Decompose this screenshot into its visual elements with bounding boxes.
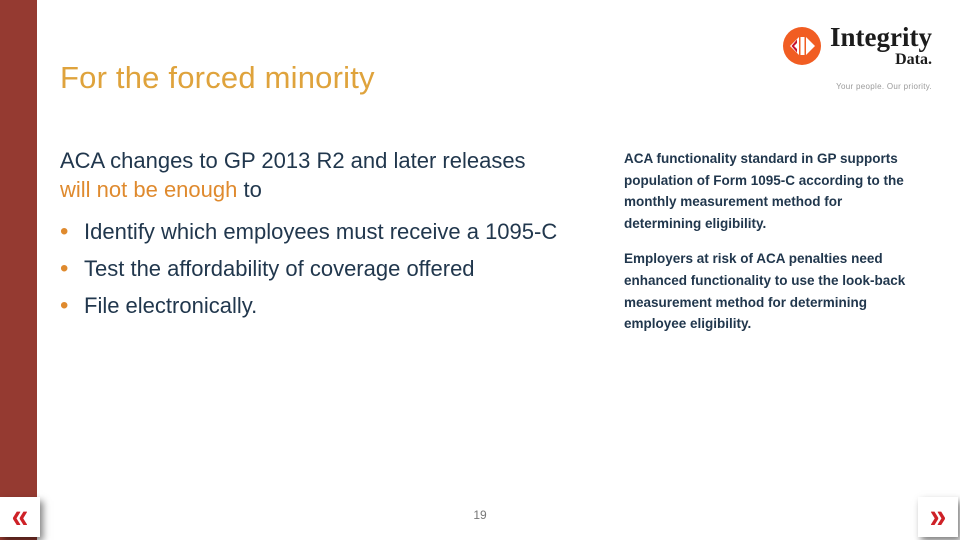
logo-brand-bottom: Data. bbox=[895, 51, 932, 68]
next-slide-button[interactable] bbox=[918, 497, 958, 537]
intro-text-pre: ACA changes to GP 2013 R2 and later releases bbox=[60, 148, 526, 173]
list-item bbox=[60, 292, 560, 320]
side-note-paragraph: Employers at risk of ACA penalties need enhanced functionality to use the look-back measurement method for determining employee eligibility. bbox=[624, 251, 906, 332]
previous-slide-button[interactable] bbox=[0, 497, 40, 537]
bullet-icon: • bbox=[60, 292, 69, 320]
logo-wordmark bbox=[830, 24, 932, 69]
left-accent-bar bbox=[0, 0, 37, 540]
page-title: For the forced minority bbox=[60, 60, 375, 95]
bullet-icon: • bbox=[60, 218, 69, 245]
list-item bbox=[60, 218, 560, 246]
bullet-text: Test the affordability of coverage offered bbox=[84, 256, 475, 282]
intro-paragraph bbox=[60, 146, 555, 204]
side-note-paragraph: ACA functionality standard in GP supports population of Form 1095-C according to the monthly measurement method for determining eligibility. bbox=[624, 151, 904, 231]
page-number: 19 bbox=[473, 508, 487, 522]
bullet-text: Identify which employees must receive a 1095-C bbox=[84, 219, 558, 244]
intro-text-post: to bbox=[237, 177, 262, 203]
logo-brand-top: Integrity bbox=[830, 22, 932, 52]
logo-tagline: Your people. Our priority. bbox=[836, 82, 932, 91]
integrity-data-logo-icon bbox=[782, 26, 822, 66]
bullet-icon: • bbox=[60, 255, 69, 283]
chevron-left-icon: « bbox=[11, 497, 29, 536]
bullet-list bbox=[60, 218, 560, 329]
intro-text-highlight: will not be enough bbox=[60, 177, 238, 203]
list-item bbox=[60, 255, 560, 283]
bullet-text: File electronically. bbox=[84, 293, 258, 319]
chevron-right-icon: » bbox=[929, 497, 947, 536]
integrity-data-logo bbox=[782, 24, 932, 69]
side-notes bbox=[624, 148, 916, 349]
